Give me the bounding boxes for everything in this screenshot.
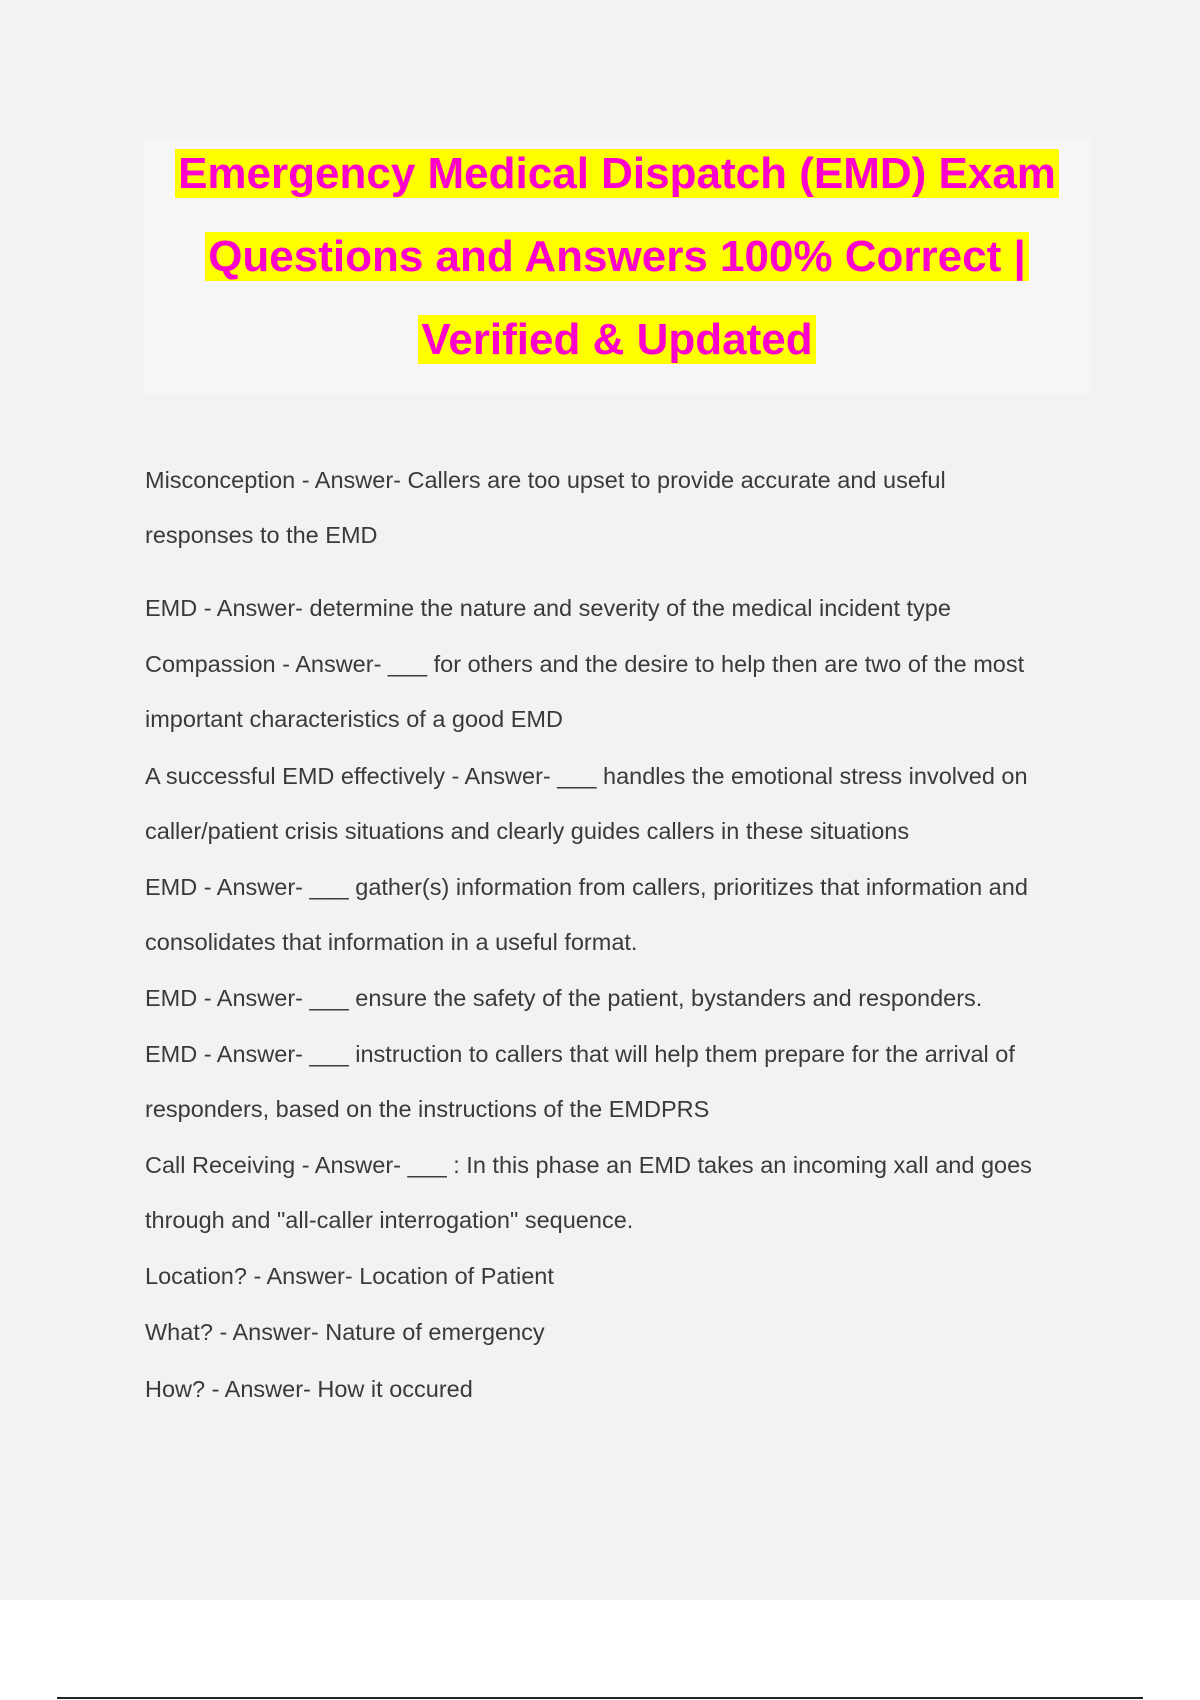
- qa-entry-compassion: [145, 637, 1095, 747]
- qa-entry-emd-instruction: [145, 1027, 1095, 1137]
- qa-line: How? - Answer- How it occured: [145, 1376, 473, 1402]
- title-highlight-1: Emergency Medical Dispatch (EMD) Exam: [175, 149, 1059, 198]
- qa-line: through and "all-caller interrogation" sequence.: [145, 1207, 634, 1233]
- qa-line: important characteristics of a good EMD: [145, 706, 563, 732]
- qa-line: EMD - Answer- ___ gather(s) information from callers, prioritizes that information and: [145, 874, 1028, 900]
- qa-entry-call-receiving: [145, 1138, 1095, 1248]
- qa-line: Compassion - Answer- ___ for others and the desire to help then are two of the most: [145, 651, 1025, 677]
- qa-line: Misconception - Answer- Callers are too upset to provide accurate and useful: [145, 467, 946, 493]
- qa-line: Call Receiving - Answer- ___ : In this phase an EMD takes an incoming xall and goes: [145, 1152, 1032, 1178]
- title-highlight-3: Verified & Updated: [418, 315, 815, 364]
- qa-line: What? - Answer- Nature of emergency: [145, 1319, 545, 1345]
- footer-divider: [57, 1697, 1143, 1699]
- title-highlight-2: Questions and Answers 100% Correct |: [205, 232, 1029, 281]
- qa-entry-what: [145, 1305, 1095, 1360]
- qa-entry-emd-gather: [145, 860, 1095, 970]
- qa-entry-emd-nature: [145, 581, 1095, 636]
- qa-line: EMD - Answer- determine the nature and severity of the medical incident type: [145, 595, 951, 621]
- qa-entry-emd-safety: [145, 971, 1095, 1026]
- qa-line: Location? - Answer- Location of Patient: [145, 1263, 554, 1289]
- document-title-line-2: [143, 228, 1091, 286]
- qa-line: A successful EMD effectively - Answer- ___ handles the emotional stress involved on: [145, 763, 1028, 789]
- qa-line: EMD - Answer- ___ instruction to callers that will help them prepare for the arrival of: [145, 1041, 1015, 1067]
- qa-entry-location: [145, 1249, 1095, 1304]
- qa-line: responses to the EMD: [145, 522, 378, 548]
- document-title-line-1: [143, 145, 1091, 203]
- qa-entry-how: [145, 1362, 1095, 1417]
- document-title-line-3: [143, 311, 1091, 369]
- qa-line: EMD - Answer- ___ ensure the safety of the patient, bystanders and responders.: [145, 985, 983, 1011]
- qa-entry-successful-emd: [145, 749, 1095, 859]
- qa-line: caller/patient crisis situations and clearly guides callers in these situations: [145, 818, 910, 844]
- qa-line: consolidates that information in a useful format.: [145, 929, 638, 955]
- qa-line: responders, based on the instructions of the EMDPRS: [145, 1096, 710, 1122]
- qa-entry-misconception: [145, 453, 1095, 563]
